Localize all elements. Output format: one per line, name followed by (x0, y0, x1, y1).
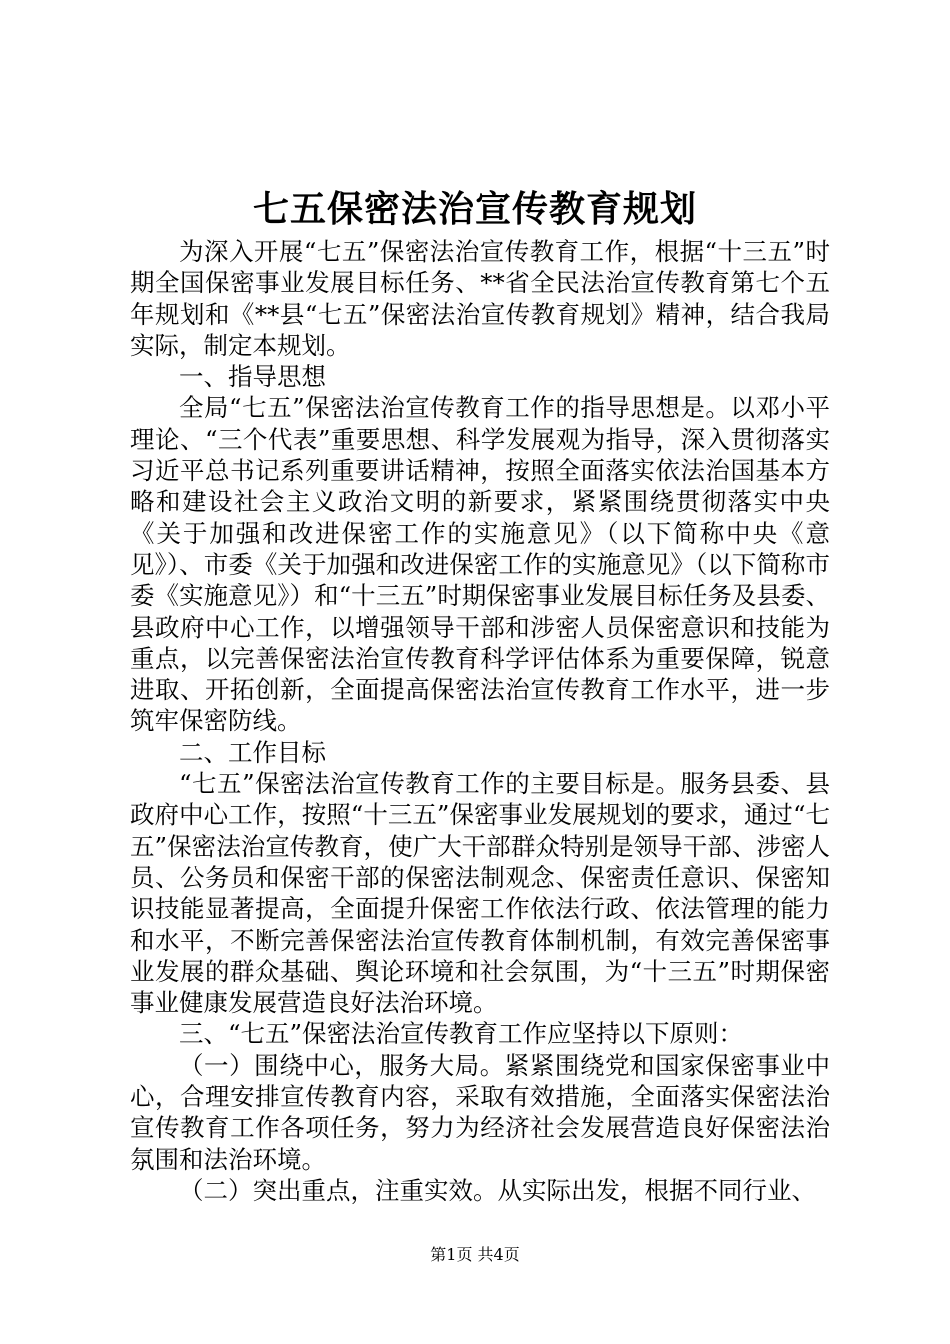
principle-two-paragraph: （二）突出重点，注重实效。从实际出发，根据不同行业、 (179, 1175, 816, 1205)
intro-paragraph: 为深入开展“七五”保密法治宣传教育工作，根据“十三五”时期全国保密事业发展目标任务、**省全民法治宣传教育第七个五年规划和《**县“七五”保密法治宣传教育规划》精神，结合我局实际，制定本规划。 (130, 237, 830, 360)
work-goals-paragraph: “七五”保密法治宣传教育工作的主要目标是。服务县委、县政府中心工作，按照“十三五”保密事业发展规划的要求，通过“七五”保密法治宣传教育，使广大干部群众特别是领导干部、涉密人员、公务员和保密干部的保密法制观念、保密责任意识、保密知识技能显著提高，全面提升保密工作依法行政、依法管理的能力和水平，不断完善保密法治宣传教育体制机制，有效完善保密事业发展的群众基础、舆论环境和社会氛围，为“十三五”时期保密事业健康发展营造良好法治环境。 (130, 769, 830, 1018)
page-number-footer: 第1页 共4页 (430, 1245, 520, 1264)
guiding-ideology-paragraph: 全局“七五”保密法治宣传教育工作的指导思想是。以邓小平理论、“三个代表”重要思想、科学发展观为指导，深入贯彻落实习近平总书记系列重要讲话精神，按照全面落实依法治国基本方略和建设社会主义政治文明的新要求，紧紧围绕贯彻落实中央《关于加强和改进保密工作的实施意见》（以下简称中央《意见》）、市委《关于加强和改进保密工作的实施意见》（以下简称市委《实施意见》）和“十三五”时期保密事业发展目标任务及县委、县政府中心工作，以增强领导干部和涉密人员保密意识和技能为重点，以完善保密法治宣传教育科学评估体系为重要保障，锐意进取、开拓创新，全面提高保密法治宣传教育工作水平，进一步筑牢保密防线。 (130, 393, 830, 736)
section-heading-work-goals: 二、工作目标 (179, 737, 326, 767)
section-heading-principles: 三、“七五”保密法治宣传教育工作应坚持以下原则： (179, 1019, 744, 1049)
principle-one-paragraph: （一）围绕中心，服务大局。紧紧围绕党和国家保密事业中心，合理安排宣传教育内容，采取有效措施，全面落实保密法治宣传教育工作各项任务，努力为经济社会发展营造良好保密法治氛围和法治环境。 (130, 1050, 830, 1174)
section-heading-guiding-ideology: 一、指导思想 (179, 362, 326, 392)
document-title: 七五保密法治宣传教育规划 (252, 189, 697, 230)
document-body (130, 236, 830, 1206)
